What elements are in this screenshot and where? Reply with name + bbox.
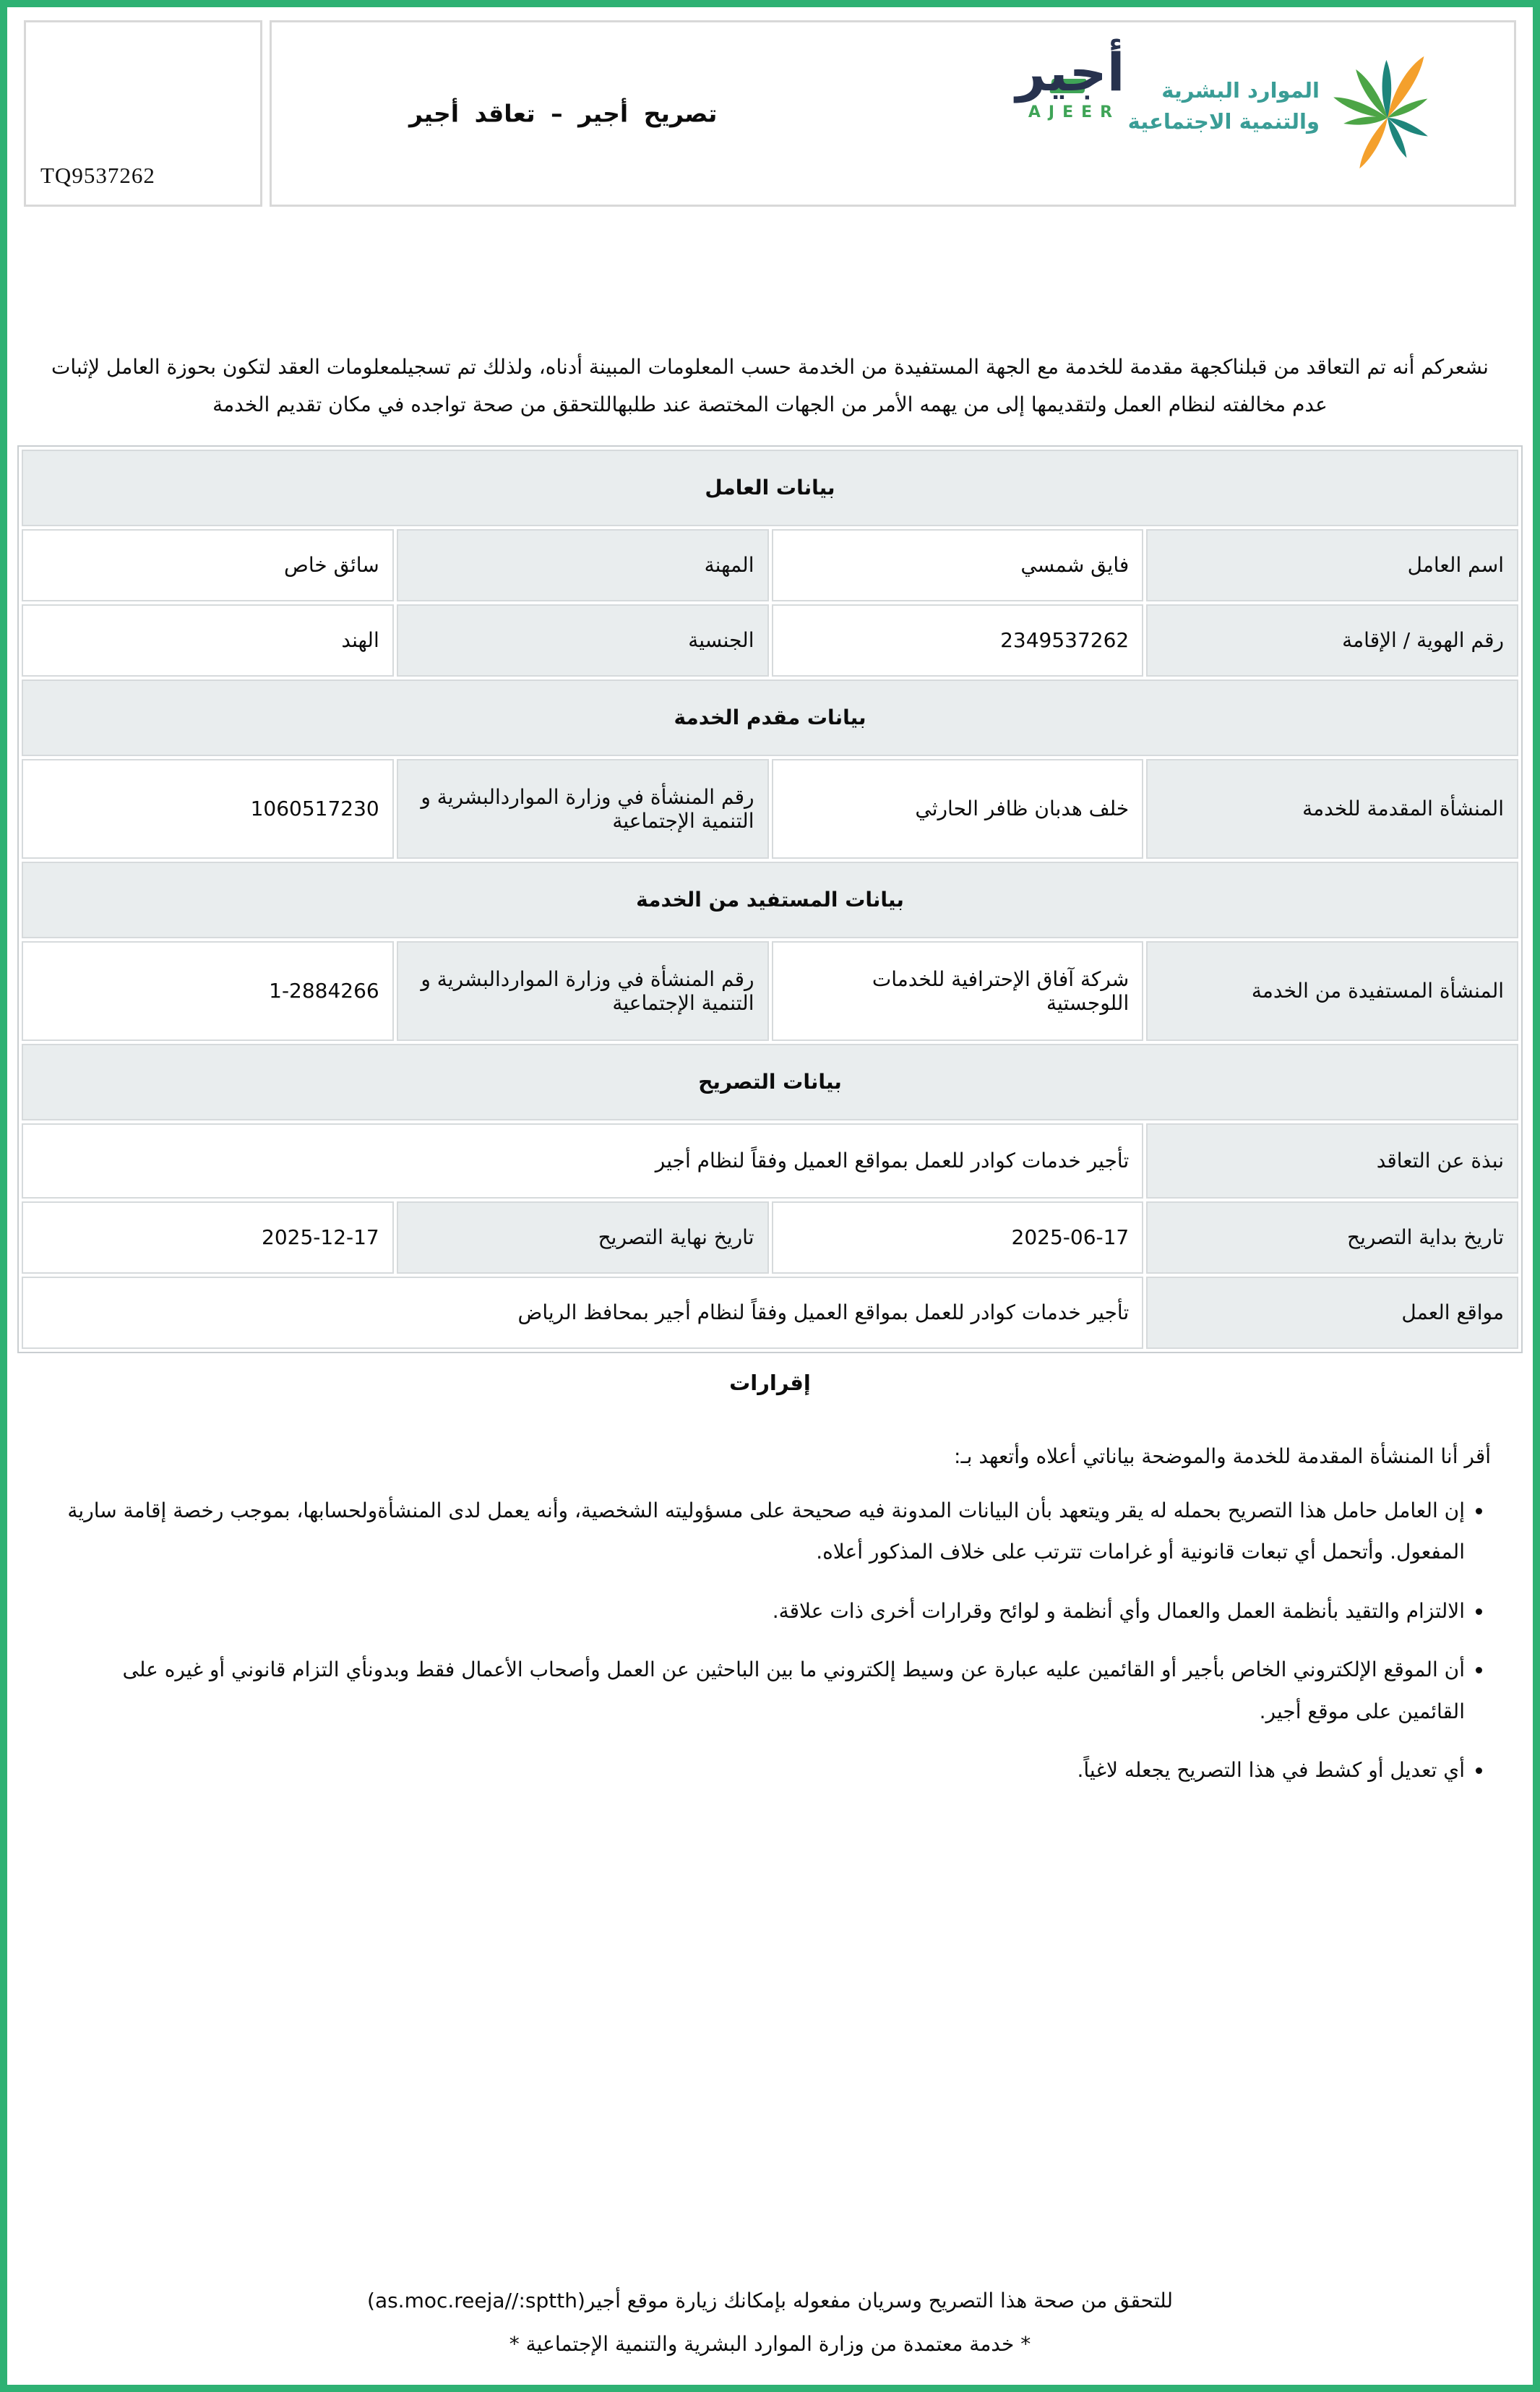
profession-value: سائق خاص — [22, 529, 394, 601]
permit-section-title: بيانات التصريح — [22, 1044, 1518, 1120]
beneficiary-section-title: بيانات المستفيد من الخدمة — [22, 862, 1518, 938]
end-date-value — [22, 1201, 394, 1274]
declarations-list — [49, 1490, 1491, 1791]
footer-approved-note: * خدمة معتمدة من وزارة الموارد البشرية والتنمية الإجتماعية * — [509, 2331, 1031, 2356]
footer — [7, 2279, 1533, 2366]
declarations-intro: أقر أنا المنشأة المقدمة للخدمة والموضحة بياناتي أعلاه وأتعهد بـ: — [954, 1444, 1491, 1468]
table-row — [22, 759, 1518, 859]
end-date-label: تاريخ نهاية التصريح — [397, 1201, 769, 1274]
permit-number: TQ9537262 — [40, 163, 155, 188]
header — [24, 20, 1516, 207]
worker-name-label: اسم العامل — [1146, 529, 1518, 601]
declaration-item: • الالتزام والتقيد بأنظمة العمل والعمال وأي أنظمة و لوائح وقرارات أخرى ذات علاقة. — [49, 1590, 1465, 1632]
id-number: 2349537262 — [1000, 628, 1130, 653]
declarations-title: إقرارات — [729, 1370, 811, 1395]
ministry-logo-text — [1128, 75, 1320, 138]
table-row — [22, 941, 1518, 1041]
end-date: 2025-12-17 — [262, 1225, 379, 1250]
provider-section-title: بيانات مقدم الخدمة — [22, 680, 1518, 756]
worker-section-title: بيانات العامل — [22, 450, 1518, 526]
beneficiary-section-row — [22, 862, 1518, 938]
ajeer-logo-latin-text: AJEER — [1028, 103, 1121, 121]
start-date-label: تاريخ بداية التصريح — [1146, 1201, 1518, 1274]
declaration-item: • أي تعديل أو كشط في هذا التصريح يجعله لاغياً. — [49, 1749, 1465, 1791]
header-title-box — [270, 20, 1516, 207]
ajeer-logo-arabic-text: أجير — [1015, 42, 1125, 103]
provider-mol-number-value — [22, 759, 394, 859]
profession-label: المهنة — [397, 529, 769, 601]
beneficiary-mol-number-value — [22, 941, 394, 1041]
beneficiary-mol-number: 1-2884266 — [269, 979, 379, 1003]
footer-verify-url: (as.moc.reeja//:sptth) — [367, 2288, 585, 2312]
declarations-section — [49, 1436, 1491, 1791]
start-date-value — [772, 1201, 1144, 1274]
ministry-logo-line1: الموارد البشرية — [1161, 77, 1320, 103]
permit-number-box — [24, 20, 262, 207]
table-row — [22, 529, 1518, 601]
provider-mol-number-label: رقم المنشأة في وزارة المواردالبشرية و التنمية الإجتماعية — [397, 759, 769, 859]
id-number-label: رقم الهوية / الإقامة — [1146, 604, 1518, 677]
work-locations-label: مواقع العمل — [1146, 1277, 1518, 1349]
ajeer-logo-arabic-wordmark — [1015, 42, 1125, 103]
ministry-logo-line2: والتنمية الاجتماعية — [1127, 109, 1320, 134]
work-locations-value: تأجير خدمات كوادر للعمل بمواقع العميل وفقاً لنظام أجير بمحافظ الرياض — [22, 1277, 1143, 1349]
intro-paragraph: نشعركم أنه تم التعاقد من قبلناكجهة مقدمة للخدمة مع الجهة المستفيدة من الخدمة حسب المعلومات المبينة أدناه، ولذلك تم تسجيلمعلومات العقد لتكون بحوزة العامل لإثبات عدم مخالفته لنظام العمل ولتقديمها إلى من يهمه الأمر من الجهات المختصة عند طلبهاللتحقق من صحة تواجده في مكان تقديم الخدمة — [51, 355, 1489, 416]
table-row — [22, 1277, 1518, 1349]
beneficiary-establishment-label: المنشأة المستفيدة من الخدمة — [1146, 941, 1518, 1041]
table-row — [22, 1201, 1518, 1274]
worker-section-row — [22, 450, 1518, 526]
table-row — [22, 1123, 1518, 1199]
ajeer-logo — [1005, 42, 1135, 121]
start-date: 2025-06-17 — [1011, 1225, 1130, 1250]
permit-section-row — [22, 1044, 1518, 1120]
worker-name-value: فايق شمسي — [772, 529, 1144, 601]
permit-data-table — [17, 445, 1523, 1353]
provider-mol-number: 1060517230 — [250, 797, 379, 821]
nationality-label: الجنسية — [397, 604, 769, 677]
beneficiary-establishment-value: شركة آفاق الإحترافية للخدمات اللوجستية — [772, 941, 1144, 1041]
provider-establishment-value: خلف هدبان ظافر الحارثي — [772, 759, 1144, 859]
provider-establishment-label: المنشأة المقدمة للخدمة — [1146, 759, 1518, 859]
page-title: تصريح أجير – تعاقد أجير — [409, 99, 718, 128]
beneficiary-mol-number-label: رقم المنشأة في وزارة المواردالبشرية و التنمية الإجتماعية — [397, 941, 769, 1041]
ministry-palm-icon — [1330, 41, 1445, 171]
declaration-item: • أن الموقع الإلكتروني الخاص بأجير أو القائمين عليه عبارة عن وسيط إلكتروني ما بين الباحثين عن العمل وأصحاب الأعمال فقط وبدونأي التزام قانوني أو غيره على القائمين على موقع أجير. — [49, 1649, 1465, 1732]
provider-section-row — [22, 680, 1518, 756]
declaration-item: • إن العامل حامل هذا التصريح بحمله له يقر ويتعهد بأن البيانات المدونة فيه صحيحة على مسؤوليته الشخصية، وأنه يعمل لدى المنشأةولحسابها، بموجب رخصة إقامة سارية المفعول. وأتحمل أي تبعات قانونية أو غرامات تترتب على خلاف المذكور أعلاه. — [49, 1490, 1465, 1573]
id-number-value — [772, 604, 1144, 677]
contract-summary-value: تأجير خدمات كوادر للعمل بمواقع العميل وفقاً لنظام أجير — [22, 1123, 1143, 1199]
ministry-logo — [1128, 41, 1445, 171]
contract-summary-label: نبذة عن التعاقد — [1146, 1123, 1518, 1199]
footer-verify-line — [7, 2279, 1533, 2323]
nationality-value: الهند — [22, 604, 394, 677]
table-row — [22, 604, 1518, 677]
footer-verify-text: للتحقق من صحة هذا التصريح وسريان مفعوله بإمكانك زيارة موقع أجير — [585, 2288, 1173, 2312]
